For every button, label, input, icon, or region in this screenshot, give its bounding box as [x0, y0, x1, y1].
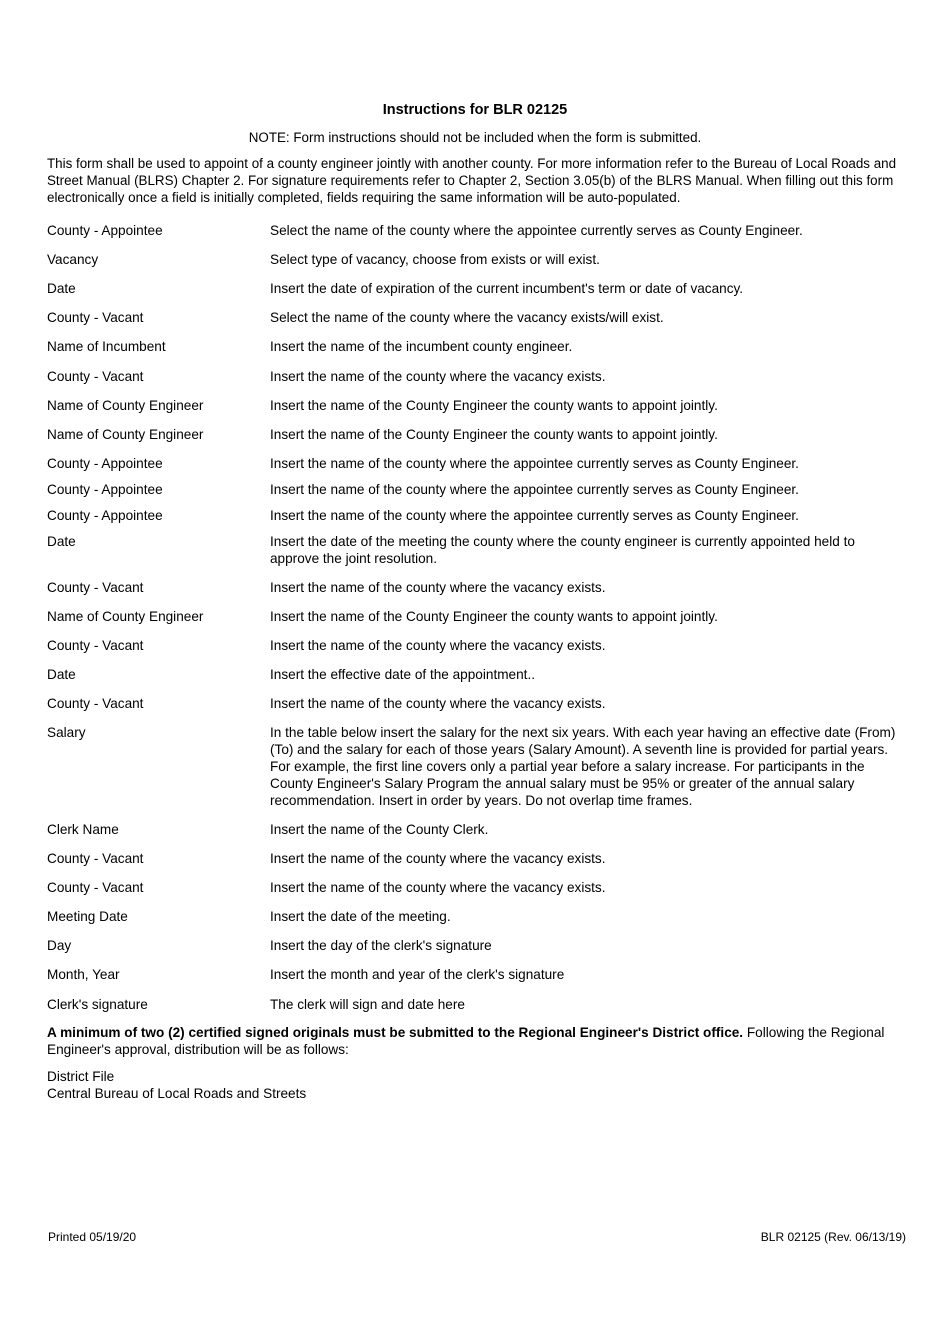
field-description: Insert the name of the county where the vacancy exists. — [270, 880, 606, 895]
field-name: Clerk's signature — [47, 997, 148, 1012]
field-name: Date — [47, 667, 76, 682]
submission-requirement-text: Following the Regional Engineer's approval, distribution will be as follows: — [47, 1025, 885, 1057]
field-description: Insert the name of the county where the vacancy exists. — [270, 851, 606, 866]
form-revision: BLR 02125 (Rev. 06/13/19) — [760, 1230, 906, 1244]
field-description: Insert the name of the county where the appointee currently serves as County Engineer. — [270, 456, 799, 471]
field-name: Month, Year — [47, 967, 120, 982]
field-name: County - Appointee — [47, 508, 163, 523]
page-title: Instructions for BLR 02125 — [382, 102, 568, 118]
field-description: Insert the name of the county where the appointee currently serves as County Engineer. — [270, 482, 799, 497]
distribution-item: District File — [47, 1069, 115, 1084]
field-description: Insert the date of expiration of the current incumbent's term or date of vacancy. — [270, 281, 744, 296]
field-name: County - Vacant — [47, 580, 144, 595]
field-name: Vacancy — [47, 252, 99, 267]
field-name: Clerk Name — [47, 822, 119, 837]
field-name: Name of County Engineer — [47, 427, 204, 442]
field-description: Select the name of the county where the vacancy exists/will exist. — [270, 310, 664, 325]
field-description: Insert the name of the county where the appointee currently serves as County Engineer. — [270, 508, 799, 523]
field-description: Select the name of the county where the appointee currently serves as County Engineer. — [270, 223, 803, 238]
field-description: Insert the date of the meeting. — [270, 909, 451, 924]
field-description: Insert the name of the county where the vacancy exists. — [270, 580, 606, 595]
field-name: County - Vacant — [47, 369, 144, 384]
field-name: Day — [47, 938, 72, 953]
field-name: County - Vacant — [47, 638, 144, 653]
field-description: Insert the name of the incumbent county engineer. — [270, 339, 573, 354]
field-name: Name of County Engineer — [47, 609, 204, 624]
field-description: Insert the month and year of the clerk's signature — [270, 967, 565, 982]
field-name: County - Vacant — [47, 880, 144, 895]
field-description: Insert the name of the County Engineer the county wants to appoint jointly. — [270, 609, 718, 624]
field-description: Insert the name of the county where the vacancy exists. — [270, 638, 606, 653]
field-name: Date — [47, 281, 76, 296]
instructions-note: NOTE: Form instructions should not be included when the form is submitted. — [248, 130, 702, 145]
field-name: County - Appointee — [47, 223, 163, 238]
field-description: Insert the name of the county where the vacancy exists. — [270, 696, 606, 711]
field-description: Select type of vacancy, choose from exists or will exist. — [270, 252, 600, 267]
field-description: Insert the name of the County Engineer the county wants to appoint jointly. — [270, 398, 718, 413]
field-description: Insert the day of the clerk's signature — [270, 938, 492, 953]
field-name: County - Appointee — [47, 482, 163, 497]
field-name: County - Vacant — [47, 851, 144, 866]
field-name: County - Appointee — [47, 456, 163, 471]
field-description: Insert the effective date of the appointment.. — [270, 667, 535, 682]
field-name: Salary — [47, 725, 86, 740]
field-description: The clerk will sign and date here — [270, 997, 465, 1012]
intro-paragraph: This form shall be used to appoint of a county engineer jointly with another county. For more information refer to the Bureau of Local Roads and Street Manual (BLRS) Chapter 2. For signature requirements refer to Chapter 2, Section 3.05(b) of the BLRS Manual. When filling out this form electronically once a field is initially completed, fields requiring the same information will be auto-populated. — [47, 156, 897, 205]
field-name: Date — [47, 534, 76, 549]
field-description: Insert the name of the County Engineer the county wants to appoint jointly. — [270, 427, 718, 442]
field-description: In the table below insert the salary for the next six years. With each year having an effective date (From)(To) and the salary for each of those years (Salary Amount). A seventh line is provided for partial years. For example, the first line covers only a partial year before a salary increase. For participants in the County Engineer's Salary Program the annual salary must be 95% or greater of the annual salary recommendation. Insert in order by years. Do not overlap time frames. — [270, 725, 896, 808]
printed-date: Printed 05/19/20 — [48, 1230, 137, 1244]
field-name: Meeting Date — [47, 909, 128, 924]
field-name: County - Vacant — [47, 310, 144, 325]
field-name: Name of County Engineer — [47, 398, 204, 413]
field-name: County - Vacant — [47, 696, 144, 711]
field-name: Name of Incumbent — [47, 339, 166, 354]
field-description: Insert the date of the meeting the county where the county engineer is currently appointed held to approve the joint resolution. — [270, 534, 855, 566]
submission-requirement-bold: A minimum of two (2) certified signed originals must be submitted to the Regional Engineer's District office. — [47, 1025, 744, 1040]
field-description: Insert the name of the county where the vacancy exists. — [270, 369, 606, 384]
field-description: Insert the name of the County Clerk. — [270, 822, 489, 837]
distribution-list — [47, 1068, 306, 1102]
distribution-item: Central Bureau of Local Roads and Streets — [47, 1086, 307, 1101]
submission-requirements — [47, 1024, 907, 1058]
